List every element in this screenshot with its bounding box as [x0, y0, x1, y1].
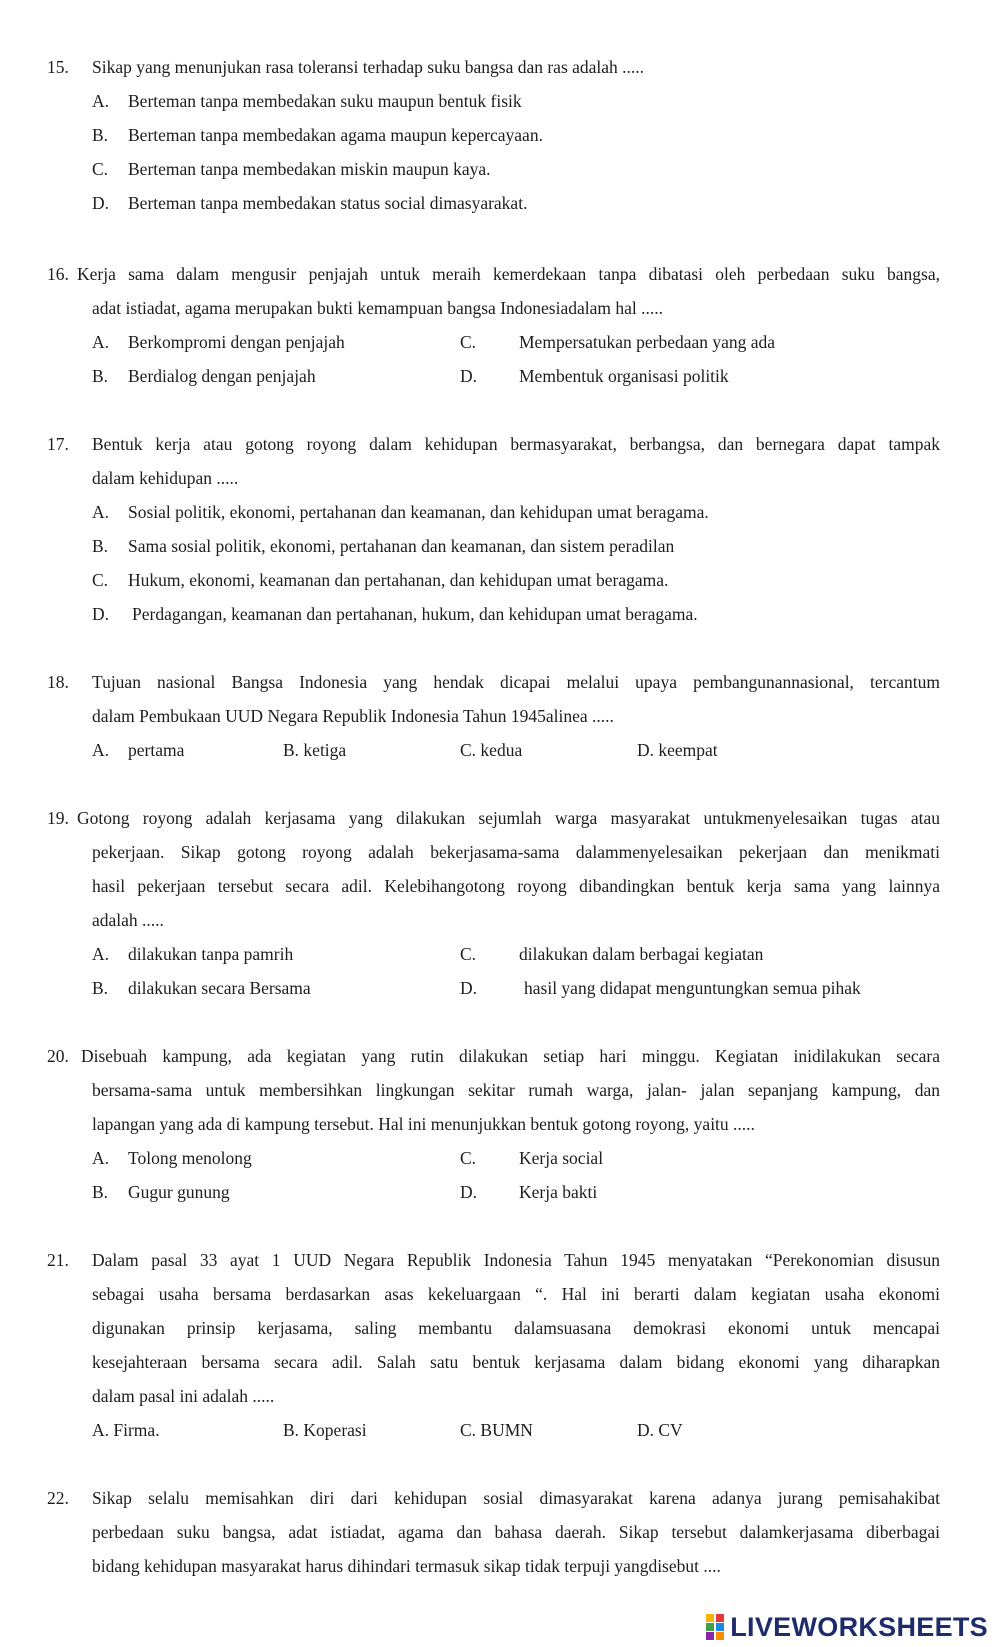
- option-text: Hukum, ekonomi, keamanan dan pertahanan, dan kehidupan umat beragama.: [128, 570, 669, 590]
- option-text: Berteman tanpa membedakan status social dimasyarakat.: [128, 193, 528, 213]
- question-number: 20.: [47, 1046, 69, 1066]
- question-number: 17.: [47, 434, 69, 454]
- question-stem: bersama-sama untuk membersihkan lingkungan sekitar rumah warga, jalan- jalan sepanjang kampung, dan: [92, 1080, 940, 1100]
- option-letter: A.: [92, 1148, 110, 1168]
- option-text: B. ketiga: [283, 740, 347, 760]
- question-stem: kesejahteraan bersama secara adil. Salah satu bentuk kerjasama dalam bidang ekonomi yang diharapkan: [92, 1352, 940, 1372]
- logo-blocks-icon: [706, 1614, 726, 1640]
- question-stem: hasil pekerjaan tersebut secara adil. Kelebihangotong royong dibandingkan bentuk kerja sama yang lainnya: [92, 876, 940, 896]
- question-stem: bidang kehidupan masyarakat harus dihindari termasuk sikap tidak terpuji yangdisebut ....: [92, 1556, 721, 1576]
- option-text: C. BUMN: [460, 1420, 533, 1440]
- question-stem: sebagai usaha bersama berdasarkan asas kekeluargaan “. Hal ini berarti dalam kegiatan usaha ekonomi: [92, 1284, 940, 1304]
- option-text: A. Firma.: [92, 1420, 160, 1440]
- option-text: dilakukan dalam berbagai kegiatan: [519, 944, 764, 964]
- question-stem: Gotong royong adalah kerjasama yang dilakukan sejumlah warga masyarakat untukmenyelesaikan tugas atau: [77, 808, 940, 828]
- question-stem: dalam pasal ini adalah .....: [92, 1386, 275, 1406]
- question-stem: Dalam pasal 33 ayat 1 UUD Negara Republik Indonesia Tahun 1945 menyatakan “Perekonomian disusun: [92, 1250, 940, 1270]
- option-letter: A.: [92, 502, 110, 522]
- option-letter: C.: [460, 944, 477, 964]
- question-stem: dalam kehidupan .....: [92, 468, 239, 488]
- question-stem: adat istiadat, agama merupakan bukti kemampuan bangsa Indonesiadalam hal .....: [92, 298, 663, 318]
- option-text: hasil yang didapat menguntungkan semua pihak: [524, 978, 861, 998]
- option-text: Berkompromi dengan penjajah: [128, 332, 345, 352]
- option-text: D. CV: [637, 1420, 683, 1440]
- option-text: Kerja social: [519, 1148, 604, 1168]
- question-stem: Kerja sama dalam mengusir penjajah untuk meraih kemerdekaan tanpa dibatasi oleh perbedaan suku bangsa,: [77, 264, 940, 284]
- question-stem: Tujuan nasional Bangsa Indonesia yang hendak dicapai melalui upaya pembangunannasional, tercantum: [92, 672, 940, 692]
- option-letter: D.: [460, 366, 478, 386]
- option-letter: C.: [92, 570, 109, 590]
- option-letter: B.: [92, 978, 109, 998]
- option-text: Sosial politik, ekonomi, pertahanan dan keamanan, dan kehidupan umat beragama.: [128, 502, 709, 522]
- option-letter: C.: [460, 1148, 477, 1168]
- option-text: Berdialog dengan penjajah: [128, 366, 316, 386]
- option-text: Tolong menolong: [128, 1148, 252, 1168]
- option-text: dilakukan tanpa pamrih: [128, 944, 294, 964]
- option-text: Mempersatukan perbedaan yang ada: [519, 332, 776, 352]
- question-number: 21.: [47, 1250, 69, 1270]
- option-letter: C.: [460, 332, 477, 352]
- option-letter: D.: [460, 1182, 478, 1202]
- option-letter: B.: [92, 536, 109, 556]
- option-letter: B.: [92, 366, 109, 386]
- option-text: pertama: [128, 740, 185, 760]
- option-letter: A.: [92, 944, 110, 964]
- option-text: Membentuk organisasi politik: [519, 366, 729, 386]
- question-stem: digunakan prinsip kerjasama, saling membantu dalamsuasana demokrasi ekonomi untuk mencapai: [92, 1318, 940, 1338]
- question-number: 22.: [47, 1488, 69, 1508]
- option-text: B. Koperasi: [283, 1420, 367, 1440]
- option-text: C. kedua: [460, 740, 523, 760]
- question-stem: lapangan yang ada di kampung tersebut. Hal ini menunjukkan bentuk gotong royong, yaitu .....: [92, 1114, 755, 1134]
- question-stem: Bentuk kerja atau gotong royong dalam kehidupan bermasyarakat, berbangsa, dan bernegara dapat tampak: [92, 434, 940, 454]
- option-text: Gugur gunung: [128, 1182, 230, 1202]
- logo-wordmark: LIVEWORKSHEETS: [730, 1611, 988, 1642]
- option-letter: A.: [92, 740, 110, 760]
- option-letter: B.: [92, 1182, 109, 1202]
- question-number: 19.: [47, 808, 69, 828]
- option-text: Perdagangan, keamanan dan pertahanan, hukum, dan kehidupan umat beragama.: [132, 604, 698, 624]
- option-letter: A.: [92, 91, 110, 111]
- option-text: dilakukan secara Bersama: [128, 978, 311, 998]
- option-letter: B.: [92, 125, 109, 145]
- option-text: Berteman tanpa membedakan agama maupun kepercayaan.: [128, 125, 543, 145]
- question-stem: pekerjaan. Sikap gotong royong adalah bekerjasama-sama dalammenyelesaikan pekerjaan dan menikmati: [92, 842, 940, 862]
- option-text: Sama sosial politik, ekonomi, pertahanan dan keamanan, dan sistem peradilan: [128, 536, 675, 556]
- option-text: Berteman tanpa membedakan suku maupun bentuk fisik: [128, 91, 522, 111]
- question-stem: Disebuah kampung, ada kegiatan yang rutin dilakukan setiap hari minggu. Kegiatan inidilakukan secara: [81, 1046, 940, 1066]
- option-letter: A.: [92, 332, 110, 352]
- option-text: Berteman tanpa membedakan miskin maupun kaya.: [128, 159, 491, 179]
- option-letter: C.: [92, 159, 109, 179]
- question-stem: adalah .....: [92, 910, 164, 930]
- option-letter: D.: [460, 978, 478, 998]
- question-stem: Sikap yang menunjukan rasa toleransi terhadap suku bangsa dan ras adalah .....: [92, 57, 645, 77]
- question-stem: Sikap selalu memisahkan diri dari kehidupan sosial dimasyarakat karena adanya jurang pemisahakibat: [92, 1488, 940, 1508]
- option-letter: D.: [92, 604, 110, 624]
- liveworksheets-logo: [706, 1610, 988, 1644]
- question-number: 15.: [47, 57, 69, 77]
- option-letter: D.: [92, 193, 110, 213]
- question-stem: dalam Pembukaan UUD Negara Republik Indonesia Tahun 1945alinea .....: [92, 706, 614, 726]
- question-number: 18.: [47, 672, 69, 692]
- question-stem: perbedaan suku bangsa, adat istiadat, agama dan bahasa daerah. Sikap tersebut dalamkerjasama diberbagai: [92, 1522, 940, 1542]
- question-number: 16.: [47, 264, 69, 284]
- option-text: Kerja bakti: [519, 1182, 598, 1202]
- option-text: D. keempat: [637, 740, 718, 760]
